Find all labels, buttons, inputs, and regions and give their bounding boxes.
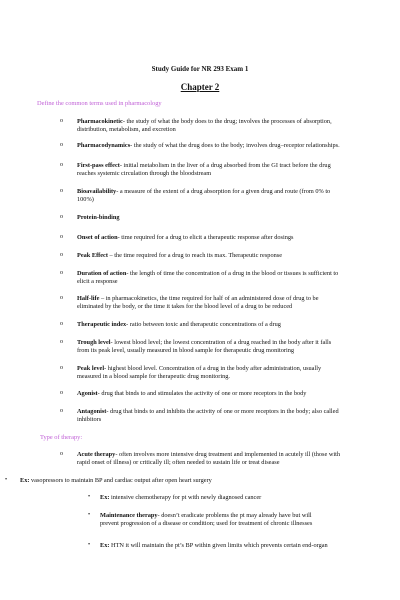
bullet-marker: o: [60, 234, 63, 240]
sub-item-text: HTN it will maintain the pt’s BP within given limits which prevents certain end-organ: [109, 542, 328, 549]
definition-term: Pharmacodynamics: [77, 142, 131, 149]
definition-term: Therapeutic index: [77, 321, 127, 328]
definition-text-continued: eliminated by the body, or the time it takes for the blood level of a drug to be reduced: [77, 302, 293, 310]
definition-term: Peak level: [77, 365, 105, 372]
definition-term: Half-life: [77, 295, 100, 302]
definition-item: [77, 118, 377, 133]
definition-text: - the study of what the drug does to the body; involves drug–receptor relationships.: [130, 142, 340, 149]
bullet-marker: o: [60, 118, 63, 124]
section-heading-terms: Define the common terms used in pharmacology: [37, 100, 162, 107]
sub-item: [100, 494, 385, 502]
document-title: Study Guide for NR 293 Exam 1: [151, 65, 249, 73]
definition-item: [77, 214, 377, 222]
definition-text-continued: from its peak level, usually measured in blood sample for therapeutic drug monitoring: [77, 346, 295, 354]
definition-text: - the length of time the concentration of a drug in the blood or tissues is sufficient to: [126, 270, 339, 277]
sub-item-text: intensive chemotherapy for pt with newly diagnosed cancer: [109, 494, 262, 501]
example-line: [20, 477, 360, 485]
definition-text-continued: 100%): [77, 195, 94, 203]
definition-item: [77, 365, 377, 380]
bullet-marker: o: [60, 295, 63, 301]
bullet-marker: o: [60, 270, 63, 276]
definition-item: [77, 234, 377, 242]
sub-item-text: - doesn’t eradicate problems the pt may already have but will: [157, 512, 312, 519]
definition-text-continued: elicit a response: [77, 277, 118, 285]
therapy-item: [77, 451, 382, 466]
bullet-marker: •: [88, 542, 91, 548]
bullet-marker: o: [60, 162, 63, 168]
definition-item: [77, 321, 377, 329]
definition-item: [77, 162, 377, 177]
definition-term: Onset of action: [77, 234, 118, 241]
definition-item: [77, 188, 377, 203]
definition-text: - time required for a drug to elicit a therapeutic response after dosings: [117, 234, 294, 241]
chapter-heading: Chapter 2: [180, 82, 220, 92]
definition-item: [77, 142, 382, 150]
definition-term: Protein-binding: [77, 214, 120, 221]
definition-text: - drug that binds to and inhibits the activity of one or more receptors in the body; also called: [106, 408, 339, 415]
bullet-marker: o: [60, 321, 63, 327]
definition-text-continued: measured in a blood sample for therapeutic drug monitoring.: [77, 372, 231, 380]
definition-term: Bioavailability: [77, 188, 117, 195]
example-term: Ex:: [20, 477, 30, 484]
sub-item-term: Ex:: [100, 494, 110, 501]
definition-term: Trough level: [77, 339, 111, 346]
therapy-text-continued: rapid onset of illness) or critically ill; often needed to sustain life or treat disease: [77, 458, 280, 466]
definition-text-continued: distribution, metabolism, and excretion: [77, 125, 176, 133]
bullet-marker: o: [60, 365, 63, 371]
definition-item: [77, 408, 382, 423]
sub-item-term: Ex:: [100, 542, 110, 549]
bullet-marker: •: [88, 494, 91, 500]
bullet-marker: o: [60, 142, 63, 148]
section-heading-therapy: Type of therapy:: [40, 434, 83, 441]
definition-item: [77, 270, 377, 285]
definition-term: Duration of action: [77, 270, 127, 277]
bullet-marker: o: [60, 214, 63, 220]
bullet-marker: •: [5, 477, 8, 483]
sub-item-text-continued: prevent progression of a disease or condition; used for treatment of chronic illnesses: [100, 519, 313, 527]
definition-text-continued: reaches systemic circulation through the bloodstream: [77, 169, 212, 177]
therapy-term: Acute therapy: [77, 451, 116, 458]
bullet-marker: o: [60, 408, 63, 414]
definition-item: [77, 390, 377, 398]
definition-item: [77, 339, 377, 354]
definition-term: Agonist: [77, 390, 98, 397]
definition-text: - drug that binds to and stimulates the activity of one or more receptors in the body: [97, 390, 307, 397]
bullet-marker: o: [60, 252, 63, 258]
bullet-marker: o: [60, 339, 63, 345]
definition-term: Pharmacokinetic: [77, 118, 123, 125]
bullet-marker: o: [60, 451, 63, 457]
definition-item: [77, 252, 377, 260]
bullet-marker: o: [60, 188, 63, 194]
definition-item: [77, 295, 377, 310]
bullet-marker: o: [60, 390, 63, 396]
definition-text: - the study of what the body does to the drug; involves the processes of absorption,: [122, 118, 332, 125]
definition-term: Antagonist: [77, 408, 107, 415]
definition-text: - highest blood level. Concentration of a drug in the body after administration, usually: [104, 365, 322, 372]
definition-text: – in pharmacokinetics, the time required for half of an administered dose of drug to be: [99, 295, 319, 302]
definition-text: – the time required for a drug to reach its max. Therapeutic response: [107, 252, 282, 259]
definition-term: Peak Effect: [77, 252, 108, 259]
definition-text: - ratio between toxic and therapeutic concentrations of a drug: [126, 321, 281, 328]
sub-item: [100, 542, 390, 550]
definition-term: First-pass effect: [77, 162, 120, 169]
example-text: vasopressors to maintain BP and cardiac output after open heart surgery: [29, 477, 212, 484]
definition-text-continued: inhibitors: [77, 415, 102, 423]
definition-text: - lowest blood level; the lowest concentration of a drug reached in the body after it falls: [110, 339, 332, 346]
definition-text: - a measure of the extent of a drug absorption for a given drug and route (from 0% to: [116, 188, 331, 195]
sub-item: [100, 512, 385, 527]
bullet-marker: •: [88, 512, 91, 518]
sub-item-term: Maintenance therapy: [100, 512, 158, 519]
definition-text: - initial metabolism in the liver of a drug absorbed from the GI tract before the drug: [119, 162, 331, 169]
therapy-text: - often involves more intensive drug treatment and implemented in acutely ill (those with: [115, 451, 341, 458]
